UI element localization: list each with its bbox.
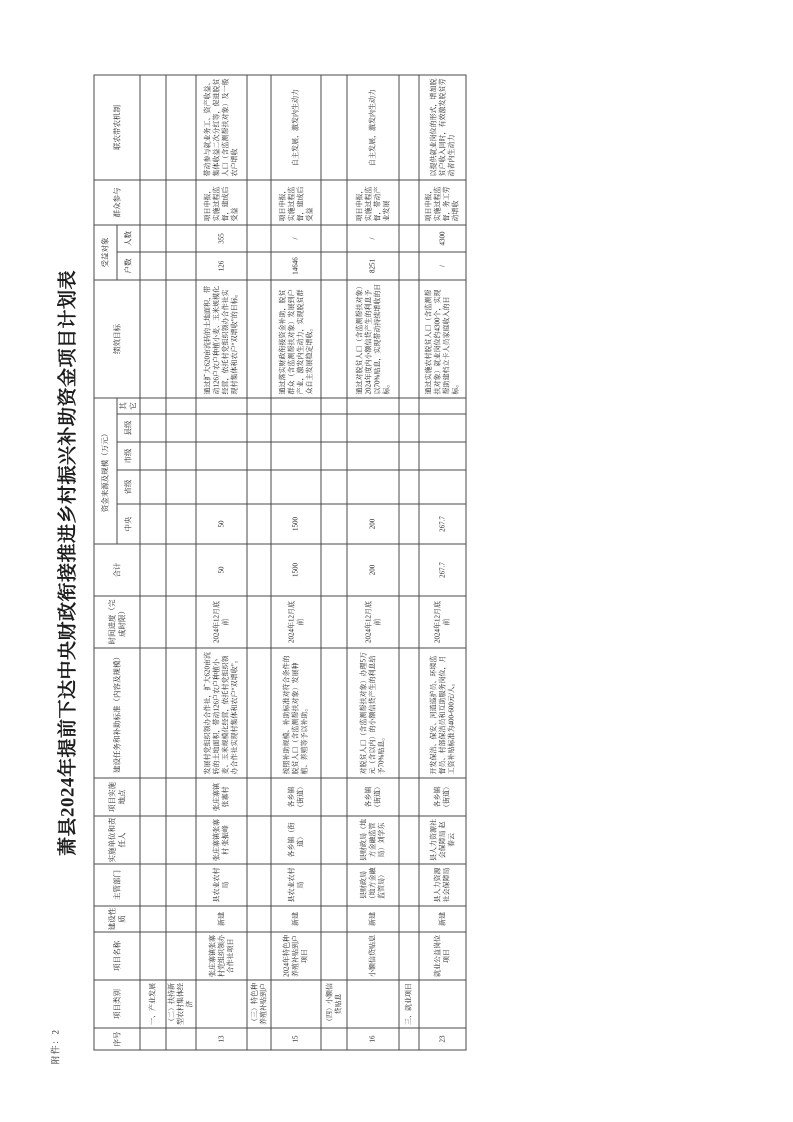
cell-category: （三）特色种养殖补贴到户	[247, 980, 271, 1028]
cell-authority	[399, 864, 419, 906]
cell-project-name	[166, 932, 196, 980]
project-plan-table	[93, 74, 466, 1050]
col-subheader-县级: 县级	[117, 414, 140, 442]
col-header-group-12: 受益对象	[94, 224, 117, 279]
cell-county	[196, 414, 247, 442]
cell-central: 200	[347, 504, 399, 544]
cell-category	[347, 980, 399, 1028]
cell-persons	[321, 224, 347, 251]
col-header-county: 群众参与	[94, 179, 140, 224]
cell-households	[399, 251, 419, 279]
cell-total	[399, 544, 419, 596]
cell-city	[419, 442, 466, 470]
cell-public-participation	[321, 179, 347, 224]
section-row	[399, 74, 419, 1049]
cell-category: 一、产业发展	[140, 980, 166, 1028]
cell-task-standard: 对脱贫人口（含监测帮扶对象）办理5万元（含以内）的小额信贷产生的利息给予70%贴息。	[347, 648, 399, 778]
cell-public-participation	[399, 179, 419, 224]
col-header-category: 项目类别	[94, 980, 140, 1028]
cell-authority	[247, 864, 271, 906]
cell-performance-target: 通过实施农村脱贫人口（含监测帮扶对象）就业岗位约4300个，实现帮助建档立卡人员家庭收入的目标。	[419, 279, 466, 397]
cell-province	[166, 470, 196, 504]
cell-farmer-link	[399, 74, 419, 179]
cell-county	[140, 414, 166, 442]
cell-build-type: 新建	[271, 906, 321, 932]
cell-schedule	[321, 596, 347, 648]
cell-persons	[166, 224, 196, 251]
col-header-project-name: 项目名称	[94, 932, 140, 980]
cell-city	[271, 442, 321, 470]
cell-schedule: 2024年12月底前	[419, 596, 466, 648]
col-subheader-户数: 户数	[117, 251, 140, 279]
cell-central	[399, 504, 419, 544]
cell-performance-target	[166, 279, 196, 397]
cell-public-participation	[247, 179, 271, 224]
cell-implement-unit: 县财政局（地方金融监管局）刘学东	[347, 816, 399, 864]
cell-persons	[399, 224, 419, 251]
cell-persons	[140, 224, 166, 251]
cell-category: 三、就业项目	[399, 980, 419, 1028]
cell-project-name: 2024年特色种养殖补贴到户项目	[271, 932, 321, 980]
cell-project-name	[140, 932, 166, 980]
cell-city	[196, 442, 247, 470]
cell-seq: 16	[347, 1028, 399, 1050]
table-row	[196, 74, 247, 1049]
section-row	[321, 74, 347, 1049]
cell-seq	[140, 1028, 166, 1050]
cell-city	[399, 442, 419, 470]
cell-farmer-link: 以提供就业岗位的形式，增加脱贫户收入同时，有效激发脱贫劳动者内生动力	[419, 74, 466, 179]
col-subheader-人数: 人数	[117, 224, 140, 251]
cell-performance-target	[399, 279, 419, 397]
cell-build-type: 新建	[196, 906, 247, 932]
col-header-authority: 主管部门	[94, 864, 140, 906]
col-header-other: 联农带农机制	[94, 74, 140, 179]
cell-city	[347, 442, 399, 470]
cell-seq: 13	[196, 1028, 247, 1050]
cell-authority	[140, 864, 166, 906]
cell-central: 50	[196, 504, 247, 544]
cell-county	[271, 414, 321, 442]
cell-central	[166, 504, 196, 544]
cell-county	[166, 414, 196, 442]
cell-location	[399, 778, 419, 816]
cell-category	[419, 980, 466, 1028]
cell-other	[321, 397, 347, 413]
cell-farmer-link	[166, 74, 196, 179]
cell-province	[419, 470, 466, 504]
cell-authority	[166, 864, 196, 906]
col-subheader-其它: 其它	[117, 397, 140, 413]
cell-persons: /	[271, 224, 321, 251]
cell-county	[399, 414, 419, 442]
cell-province	[271, 470, 321, 504]
cell-county	[321, 414, 347, 442]
col-header-task-standard: 建设任务和补助标准（内容及规模）	[94, 648, 140, 778]
cell-schedule: 2024年12月底前	[271, 596, 321, 648]
cell-build-type	[166, 906, 196, 932]
cell-authority	[321, 864, 347, 906]
table-body	[140, 74, 466, 1049]
cell-performance-target: 通过扩大620亩流转的土地面积，带动126户农户种植小麦、玉米规模化经营，依托村党组织领办合作社实现村集体和农户“双增收”的目标。	[196, 279, 247, 397]
cell-implement-unit: 张庄寨镇张寨村 张振峰	[196, 816, 247, 864]
cell-county	[347, 414, 399, 442]
cell-total: 50	[196, 544, 247, 596]
cell-implement-unit	[166, 816, 196, 864]
cell-central: 1500	[271, 504, 321, 544]
cell-performance-target	[247, 279, 271, 397]
col-header-location: 项目实施地点	[94, 778, 140, 816]
cell-implement-unit	[140, 816, 166, 864]
cell-category	[271, 980, 321, 1028]
cell-project-name	[321, 932, 347, 980]
cell-location	[166, 778, 196, 816]
cell-task-standard	[166, 648, 196, 778]
cell-schedule	[247, 596, 271, 648]
cell-farmer-link	[247, 74, 271, 179]
cell-farmer-link	[321, 74, 347, 179]
table-row	[271, 74, 321, 1049]
cell-central: 267.7	[419, 504, 466, 544]
cell-seq	[321, 1028, 347, 1050]
cell-build-type	[140, 906, 166, 932]
cell-performance-target: 通过对脱贫人口（含监测帮扶对象）2024年度内小额信贷产生的利息予以70%贴息，实现带动持续增收的目标。	[347, 279, 399, 397]
cell-performance-target	[321, 279, 347, 397]
cell-persons: 355	[196, 224, 247, 251]
cell-schedule	[140, 596, 166, 648]
col-header-group-10: 资金来源及规模（万元）	[94, 397, 117, 543]
cell-persons	[247, 224, 271, 251]
cell-city	[140, 442, 166, 470]
cell-households: 126	[196, 251, 247, 279]
cell-project-name: 就业公益岗位项目	[419, 932, 466, 980]
table-header	[94, 74, 140, 1049]
cell-central	[140, 504, 166, 544]
cell-task-standard	[247, 648, 271, 778]
cell-total: 200	[347, 544, 399, 596]
col-header-total: 合计	[94, 544, 140, 596]
cell-public-participation	[166, 179, 196, 224]
cell-public-participation: 项目申报，实施过程监督，务工劳动增收	[419, 179, 466, 224]
cell-seq: 23	[419, 1028, 466, 1050]
col-header-build-type: 建设性质	[94, 906, 140, 932]
col-header-seq: 序号	[94, 1028, 140, 1050]
col-header-implement-unit: 实施单位和责任人	[94, 816, 140, 864]
cell-province	[140, 470, 166, 504]
cell-build-type	[399, 906, 419, 932]
cell-performance-target: 通过落实财政衔接资金补助，脱贫群众（含监测帮扶对象）发展到户产业，激发内生动力，实现脱贫群众自主发展稳定增收。	[271, 279, 321, 397]
cell-performance-target	[140, 279, 166, 397]
cell-total: 1500	[271, 544, 321, 596]
cell-project-name	[247, 932, 271, 980]
cell-county	[419, 414, 466, 442]
cell-location	[140, 778, 166, 816]
cell-households: 14646	[271, 251, 321, 279]
section-row	[140, 74, 166, 1049]
cell-seq	[399, 1028, 419, 1050]
cell-farmer-link	[140, 74, 166, 179]
cell-other	[247, 397, 271, 413]
table-row	[347, 74, 399, 1049]
cell-build-type	[247, 906, 271, 932]
cell-implement-unit	[399, 816, 419, 864]
cell-farmer-link: 带动参与就业务工、资产收益、集体收益二次分红等，促进脱贫人口（含监测帮扶对象）及一般农户增收	[196, 74, 247, 179]
cell-authority: 县人力资源社会保障局	[419, 864, 466, 906]
cell-schedule	[399, 596, 419, 648]
cell-other	[347, 397, 399, 413]
cell-county	[247, 414, 271, 442]
cell-province	[247, 470, 271, 504]
cell-persons: /	[347, 224, 399, 251]
cell-location: 各乡镇（街道）	[271, 778, 321, 816]
cell-farmer-link: 自主发展，激发内生动力	[271, 74, 321, 179]
cell-implement-unit	[321, 816, 347, 864]
cell-authority: 县农业农村局	[196, 864, 247, 906]
section-row	[247, 74, 271, 1049]
cell-other	[140, 397, 166, 413]
cell-households	[140, 251, 166, 279]
cell-central	[247, 504, 271, 544]
col-header-province: 绩效目标	[94, 279, 140, 397]
cell-province	[399, 470, 419, 504]
cell-authority: 县农业农村局	[271, 864, 321, 906]
cell-households: /	[419, 251, 466, 279]
cell-public-participation	[140, 179, 166, 224]
cell-province	[347, 470, 399, 504]
cell-public-participation: 项目申报，实施过程监督，建成后受益	[196, 179, 247, 224]
cell-location	[321, 778, 347, 816]
cell-city	[321, 442, 347, 470]
cell-build-type: 新建	[419, 906, 466, 932]
cell-location: 张庄寨镇张寨村	[196, 778, 247, 816]
cell-households: 8251	[347, 251, 399, 279]
cell-schedule	[166, 596, 196, 648]
cell-province	[321, 470, 347, 504]
cell-project-name: 张庄寨镇张寨村党组织领办合作社项目	[196, 932, 247, 980]
cell-schedule: 2024年12月底前	[196, 596, 247, 648]
cell-public-participation: 项目申报，实施过程监督，带动产业发展	[347, 179, 399, 224]
cell-implement-unit: 各乡镇（街道）	[271, 816, 321, 864]
col-subheader-中央: 中央	[117, 504, 140, 544]
cell-task-standard	[399, 648, 419, 778]
cell-location: 各乡镇（街道）	[347, 778, 399, 816]
cell-category	[196, 980, 247, 1028]
cell-location	[247, 778, 271, 816]
cell-seq: 15	[271, 1028, 321, 1050]
cell-province	[196, 470, 247, 504]
col-subheader-省级: 省级	[117, 470, 140, 504]
cell-authority: 县财政局（地方金融监管局）	[347, 864, 399, 906]
cell-total	[166, 544, 196, 596]
cell-central	[321, 504, 347, 544]
cell-task-standard: 按照补助规模、补助标准对符合条件的脱贫人口（含监测帮扶对象）发展种植、养殖等予以补助。	[271, 648, 321, 778]
cell-persons: 4300	[419, 224, 466, 251]
cell-other	[196, 397, 247, 413]
cell-households	[166, 251, 196, 279]
cell-category: （四）小额信贷贴息	[321, 980, 347, 1028]
cell-households	[321, 251, 347, 279]
cell-households	[247, 251, 271, 279]
cell-task-standard	[321, 648, 347, 778]
cell-farmer-link: 自主发展，激发内生动力	[347, 74, 399, 179]
cell-total	[247, 544, 271, 596]
cell-location: 各乡镇（街道）	[419, 778, 466, 816]
col-subheader-市级: 市级	[117, 442, 140, 470]
section-row	[166, 74, 196, 1049]
cell-build-type: 新建	[347, 906, 399, 932]
cell-public-participation: 项目申报，实施过程监督，建成后受益	[271, 179, 321, 224]
cell-build-type	[321, 906, 347, 932]
cell-other	[399, 397, 419, 413]
cell-other	[166, 397, 196, 413]
cell-task-standard	[140, 648, 166, 778]
cell-other	[271, 397, 321, 413]
cell-category: （二）扶持新型农村集体经济	[166, 980, 196, 1028]
cell-schedule: 2024年12月底前	[347, 596, 399, 648]
col-header-schedule: 时间进度（完成时限）	[94, 596, 140, 648]
cell-task-standard: 开发保洁、保安、河道巡护员、环境监督员、村部保洁员和互助服务岗位，月工资补贴标准为400-600元/人。	[419, 648, 466, 778]
cell-project-name	[399, 932, 419, 980]
cell-city	[247, 442, 271, 470]
cell-seq	[166, 1028, 196, 1050]
attachment-label: 附件：2	[50, 1028, 60, 1064]
cell-total: 267.7	[419, 544, 466, 596]
page-title: 萧县2024年提前下达中央财政衔接推进乡村振兴补助资金项目计划表	[57, 269, 78, 856]
cell-implement-unit: 县人力资源社会保障局 赵春云	[419, 816, 466, 864]
cell-other	[419, 397, 466, 413]
cell-city	[166, 442, 196, 470]
cell-implement-unit	[247, 816, 271, 864]
table-row	[419, 74, 466, 1049]
cell-total	[321, 544, 347, 596]
cell-seq	[247, 1028, 271, 1050]
cell-task-standard: 发展村党组织领办合作社，扩大620亩流转的土地面积，带动126户农户种植小麦、玉米规模化经营，依托村党组织领办合作社实现村集体和农户“双增收”。	[196, 648, 247, 778]
cell-total	[140, 544, 166, 596]
cell-project-name: 小额信贷贴息	[347, 932, 399, 980]
